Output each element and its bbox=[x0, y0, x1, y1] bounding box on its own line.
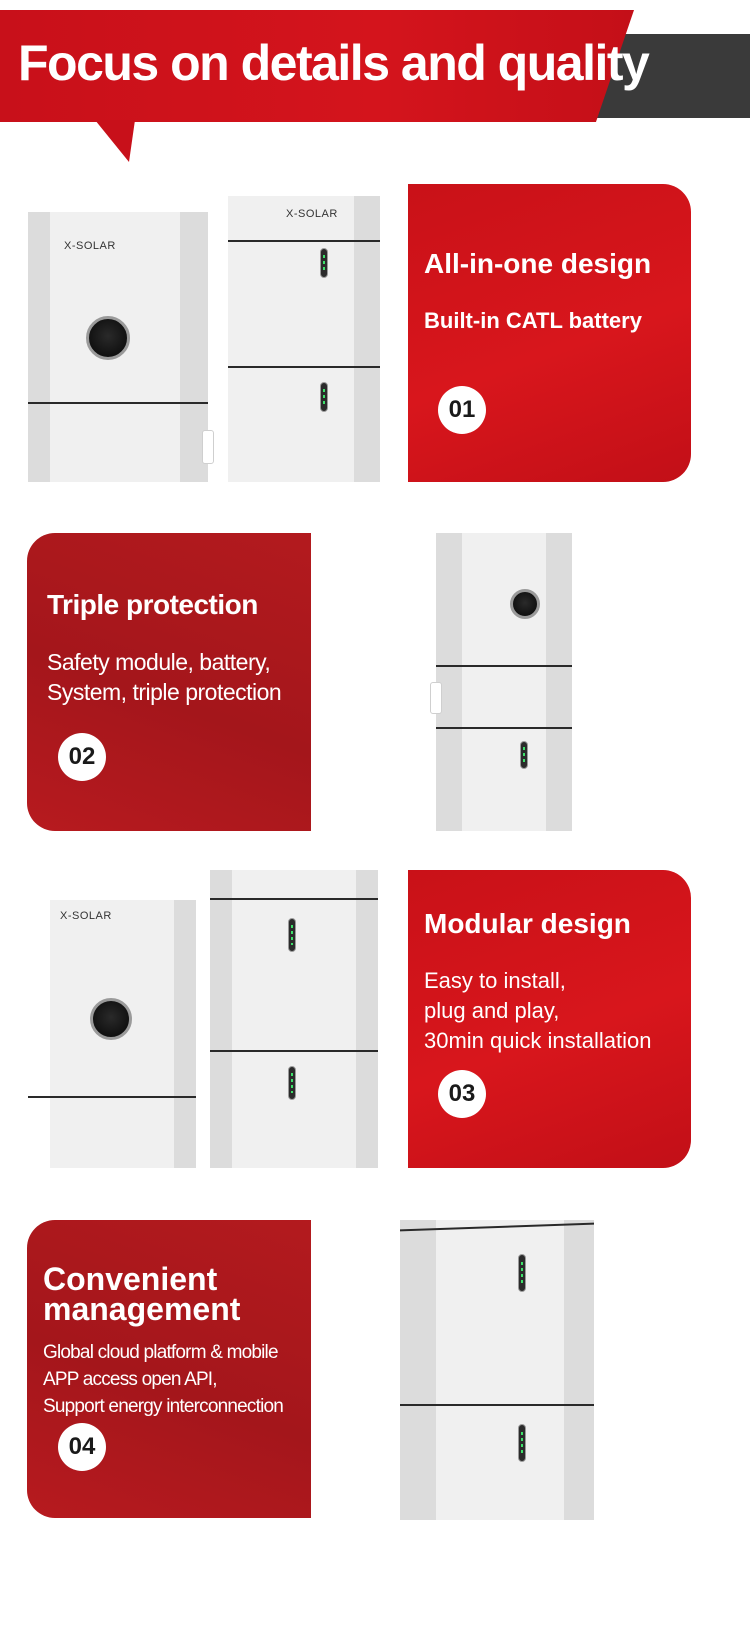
handle-icon bbox=[202, 430, 214, 464]
feature-title: Convenient bbox=[43, 1261, 218, 1297]
feature-title: All-in-one design bbox=[424, 248, 652, 279]
led-indicator-icon bbox=[320, 382, 328, 412]
feature-number-badge: 03 bbox=[438, 1070, 486, 1118]
feature-number-badge: 02 bbox=[58, 733, 106, 781]
feature-number-badge: 01 bbox=[438, 386, 486, 434]
battery-modules bbox=[210, 870, 378, 1168]
feature-text: plug and play, bbox=[424, 998, 560, 1023]
feature-text: System, triple protection bbox=[47, 679, 282, 705]
feature-text: Easy to install, bbox=[424, 968, 566, 993]
feature-text: Support energy interconnection bbox=[43, 1396, 284, 1417]
led-indicator-icon bbox=[288, 918, 296, 952]
inverter-unit bbox=[28, 212, 208, 482]
feature-number-badge: 04 bbox=[58, 1423, 106, 1471]
brand-logo: X-SOLAR bbox=[64, 240, 116, 252]
battery-modules bbox=[400, 1220, 594, 1520]
led-indicator-icon bbox=[518, 1424, 526, 1462]
led-indicator-icon bbox=[520, 741, 528, 769]
feature-card-01 bbox=[408, 184, 691, 482]
page-title: Focus on details and quality bbox=[18, 35, 649, 91]
banner-pointer bbox=[95, 120, 135, 162]
led-indicator-icon bbox=[320, 248, 328, 278]
feature-title: Triple protection bbox=[47, 589, 258, 620]
led-indicator-icon bbox=[518, 1254, 526, 1292]
display-screen-icon bbox=[90, 998, 132, 1040]
feature-card-04 bbox=[27, 1220, 311, 1518]
feature-title: Modular design bbox=[424, 908, 631, 939]
battery-stack bbox=[228, 196, 380, 482]
feature-text: Built-in CATL battery bbox=[424, 308, 642, 333]
brand-logo: X-SOLAR bbox=[60, 910, 112, 922]
feature-text: 30min quick installation bbox=[424, 1028, 652, 1053]
feature-card-02 bbox=[27, 533, 311, 831]
display-screen-icon bbox=[86, 316, 130, 360]
brand-logo: X-SOLAR bbox=[286, 208, 338, 220]
inverter-unit bbox=[28, 900, 196, 1168]
feature-card-03 bbox=[408, 870, 691, 1168]
handle-icon bbox=[430, 682, 442, 714]
feature-text: Global cloud platform & mobile bbox=[43, 1342, 278, 1363]
led-indicator-icon bbox=[288, 1066, 296, 1100]
feature-text: APP access open API, bbox=[43, 1369, 217, 1390]
inverter-battery-stack bbox=[436, 533, 572, 831]
feature-title: management bbox=[43, 1291, 241, 1327]
display-screen-icon bbox=[510, 589, 540, 619]
feature-text: Safety module, battery, bbox=[47, 649, 271, 675]
